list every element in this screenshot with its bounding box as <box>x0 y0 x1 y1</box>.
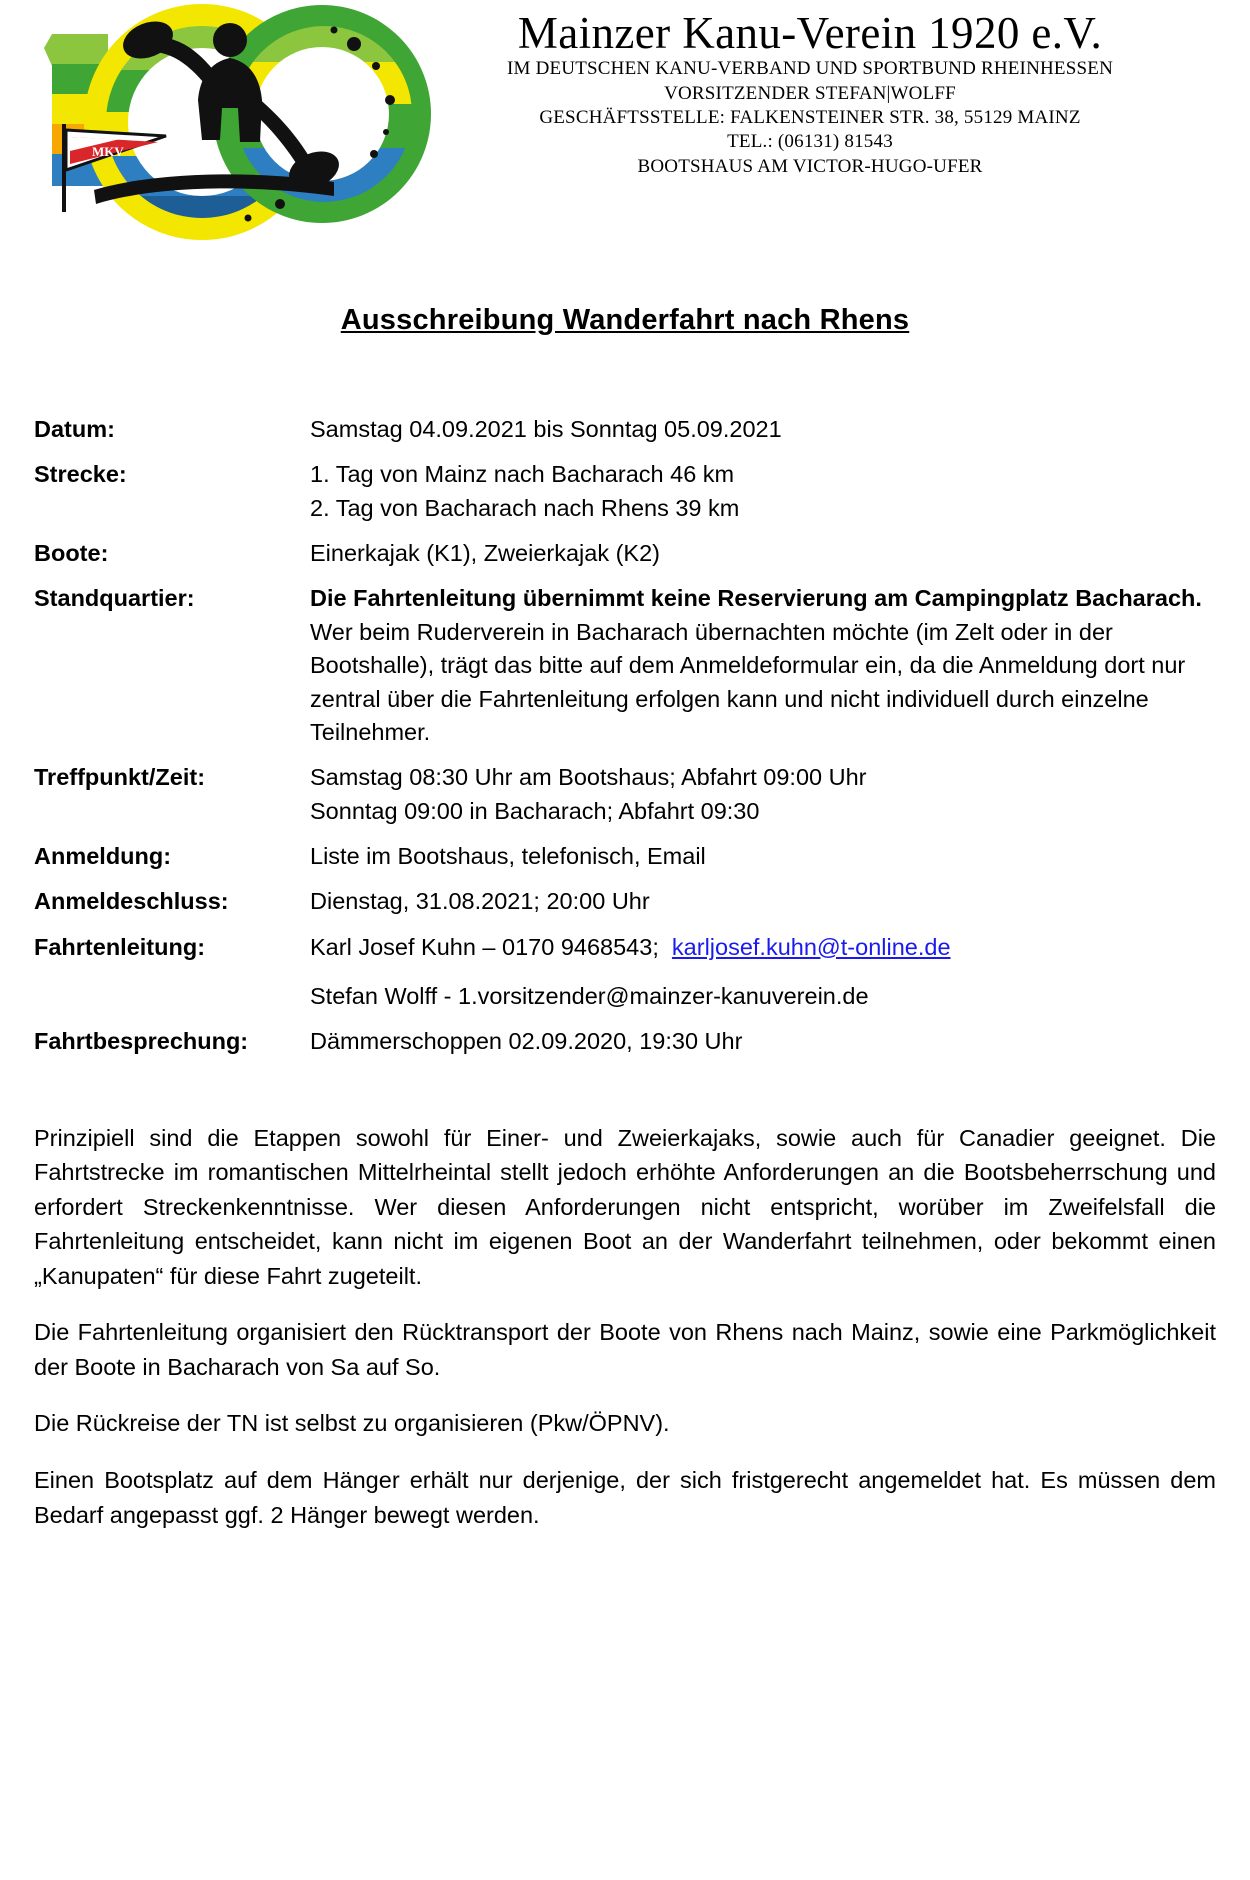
organization-block <box>434 4 1216 179</box>
detail-value-datum-line-1: Samstag 04.09.2021 bis Sonntag 05.09.2021 <box>310 416 782 442</box>
detail-row-datum <box>34 413 1216 446</box>
detail-value-fahrtbesprechung-line-1: Dämmerschoppen 02.09.2020, 19:30 Uhr <box>310 1028 743 1055</box>
detail-value-strecke-line-2: 2. Tag von Bacharach nach Rhens 39 km <box>310 494 740 521</box>
detail-row-treffpunkt <box>34 761 1216 828</box>
details-list <box>34 413 1216 1059</box>
detail-value-fahrtenleitung-contact-1 <box>310 931 1216 964</box>
detail-label-standquartier: Standquartier: <box>34 585 195 612</box>
detail-value-boote-line-1: Einerkajak (K1), Zweierkajak (K2) <box>310 540 660 567</box>
body-paragraph-4: Einen Bootsplatz auf dem Hänger erhält nur derjenige, der sich fristgerecht angemeldet hat. Es müssen dem Bedarf angepasst ggf. 2 Hänger bewegt werden. <box>34 1467 1216 1528</box>
fahrtenleitung-email-link[interactable]: karljosef.kuhn@t-online.de <box>671 933 951 960</box>
detail-value-standquartier-rest: Wer beim Ruderverein in Bacharach übernachten möchte (im Zelt oder in der Bootshalle), trägt das bitte auf dem Anmeldeformular ein, da die Anmeldung dort nur zentral über die Fahrtenleitung erfolgen kann und nicht individuell durch einzelne Teilnehmer. <box>310 618 1186 745</box>
detail-row-boote <box>34 537 1216 570</box>
organization-line-4: TEL.: (06131) 81543 <box>727 131 893 153</box>
detail-value-strecke <box>310 458 1216 525</box>
body-paragraph-3: Die Rückreise der TN ist selbst zu organisieren (Pkw/ÖPNV). <box>34 1410 670 1437</box>
detail-label-strecke: Strecke: <box>34 461 127 488</box>
detail-value-fahrtenleitung-contact-2: Stefan Wolff - 1.vorsitzender@mainzer-kanuverein.de <box>310 983 869 1010</box>
detail-value-treffpunkt <box>310 761 1216 828</box>
letterhead <box>34 0 1216 250</box>
organization-name: Mainzer Kanu-Verein 1920 e.V. <box>517 8 1103 58</box>
detail-label-datum: Datum: <box>34 416 115 442</box>
organization-line-3: GESCHÄFTSSTELLE: FALKENSTEINER STR. 38, 55129 MAINZ <box>539 106 1081 128</box>
detail-value-datum <box>310 413 1216 446</box>
organization-line-5: BOOTSHAUS AM VICTOR-HUGO-UFER <box>637 155 983 177</box>
organization-line-1: IM DEUTSCHEN KANU-VERBAND UND SPORTBUND RHEINHESSEN <box>507 58 1113 80</box>
page-title: Ausschreibung Wanderfahrt nach Rhens <box>340 304 910 336</box>
body-paragraph-2: Die Fahrtenleitung organisiert den Rücktransport der Boote von Rhens nach Mainz, sowie eine Parkmöglichkeit der Boote in Bacharach von Sa auf So. <box>34 1319 1216 1380</box>
detail-label-treffpunkt: Treffpunkt/Zeit: <box>34 764 206 791</box>
detail-value-standquartier-bold: Die Fahrtenleitung übernimmt keine Reservierung am Campingplatz Bacharach. <box>310 585 1202 612</box>
svg-text:MKV: MKV <box>92 144 124 159</box>
detail-value-standquartier <box>310 582 1216 749</box>
detail-value-anmeldung <box>310 840 1216 873</box>
detail-row-fahrtbesprechung <box>34 1025 1216 1058</box>
detail-value-anmeldeschluss <box>310 885 1216 918</box>
detail-value-anmeldung-line-1: Liste im Bootshaus, telefonisch, Email <box>310 842 706 869</box>
organization-line-2: VORSITZENDER STEFAN|WOLFF <box>664 82 956 104</box>
detail-label-boote: Boote: <box>34 540 109 567</box>
detail-row-fahrtenleitung <box>34 931 1216 1014</box>
body-text <box>34 1121 1216 1532</box>
detail-row-strecke <box>34 458 1216 525</box>
detail-value-treffpunkt-line-1: Samstag 08:30 Uhr am Bootshaus; Abfahrt 09:00 Uhr <box>310 764 867 791</box>
detail-label-anmeldung: Anmeldung: <box>34 842 172 869</box>
detail-row-standquartier <box>34 582 1216 749</box>
club-logo <box>34 4 434 244</box>
detail-value-treffpunkt-line-2: Sonntag 09:00 in Bacharach; Abfahrt 09:30 <box>310 797 760 824</box>
detail-value-anmeldeschluss-line-1: Dienstag, 31.08.2021; 20:00 Uhr <box>310 888 650 915</box>
detail-label-anmeldeschluss: Anmeldeschluss: <box>34 888 229 915</box>
detail-row-anmeldung <box>34 840 1216 873</box>
detail-value-fahrtbesprechung <box>310 1025 1216 1058</box>
detail-row-anmeldeschluss <box>34 885 1216 918</box>
detail-value-strecke-line-1: 1. Tag von Mainz nach Bacharach 46 km <box>310 461 735 488</box>
detail-label-fahrtenleitung: Fahrtenleitung: <box>34 933 206 960</box>
detail-label-fahrtbesprechung: Fahrtbesprechung: <box>34 1028 249 1055</box>
detail-value-boote <box>310 537 1216 570</box>
body-paragraph-1: Prinzipiell sind die Etappen sowohl für Einer- und Zweierkajaks, sowie auch für Canadier geeignet. Die Fahrtstrecke im romantischen Mittelrheintal stellt jedoch erhöhte Anforderungen an die Bootsbeherrschung und erfordert Streckenkenntnisse. Wer diesen Anforderungen nicht entspricht, worüber im Zweifelsfall die Fahrtenleitung entscheidet, kann nicht im eigenen Boot an der Wanderfahrt teilnehmen, oder bekommt einen „Kanupaten“ für diese Fahrt zugeteilt. <box>34 1124 1216 1289</box>
club-logo-graphic <box>34 4 434 244</box>
fahrtenleitung-contact-1-text: Karl Josef Kuhn – 0170 9468543; <box>310 933 659 960</box>
detail-value-fahrtenleitung <box>310 931 1216 1014</box>
